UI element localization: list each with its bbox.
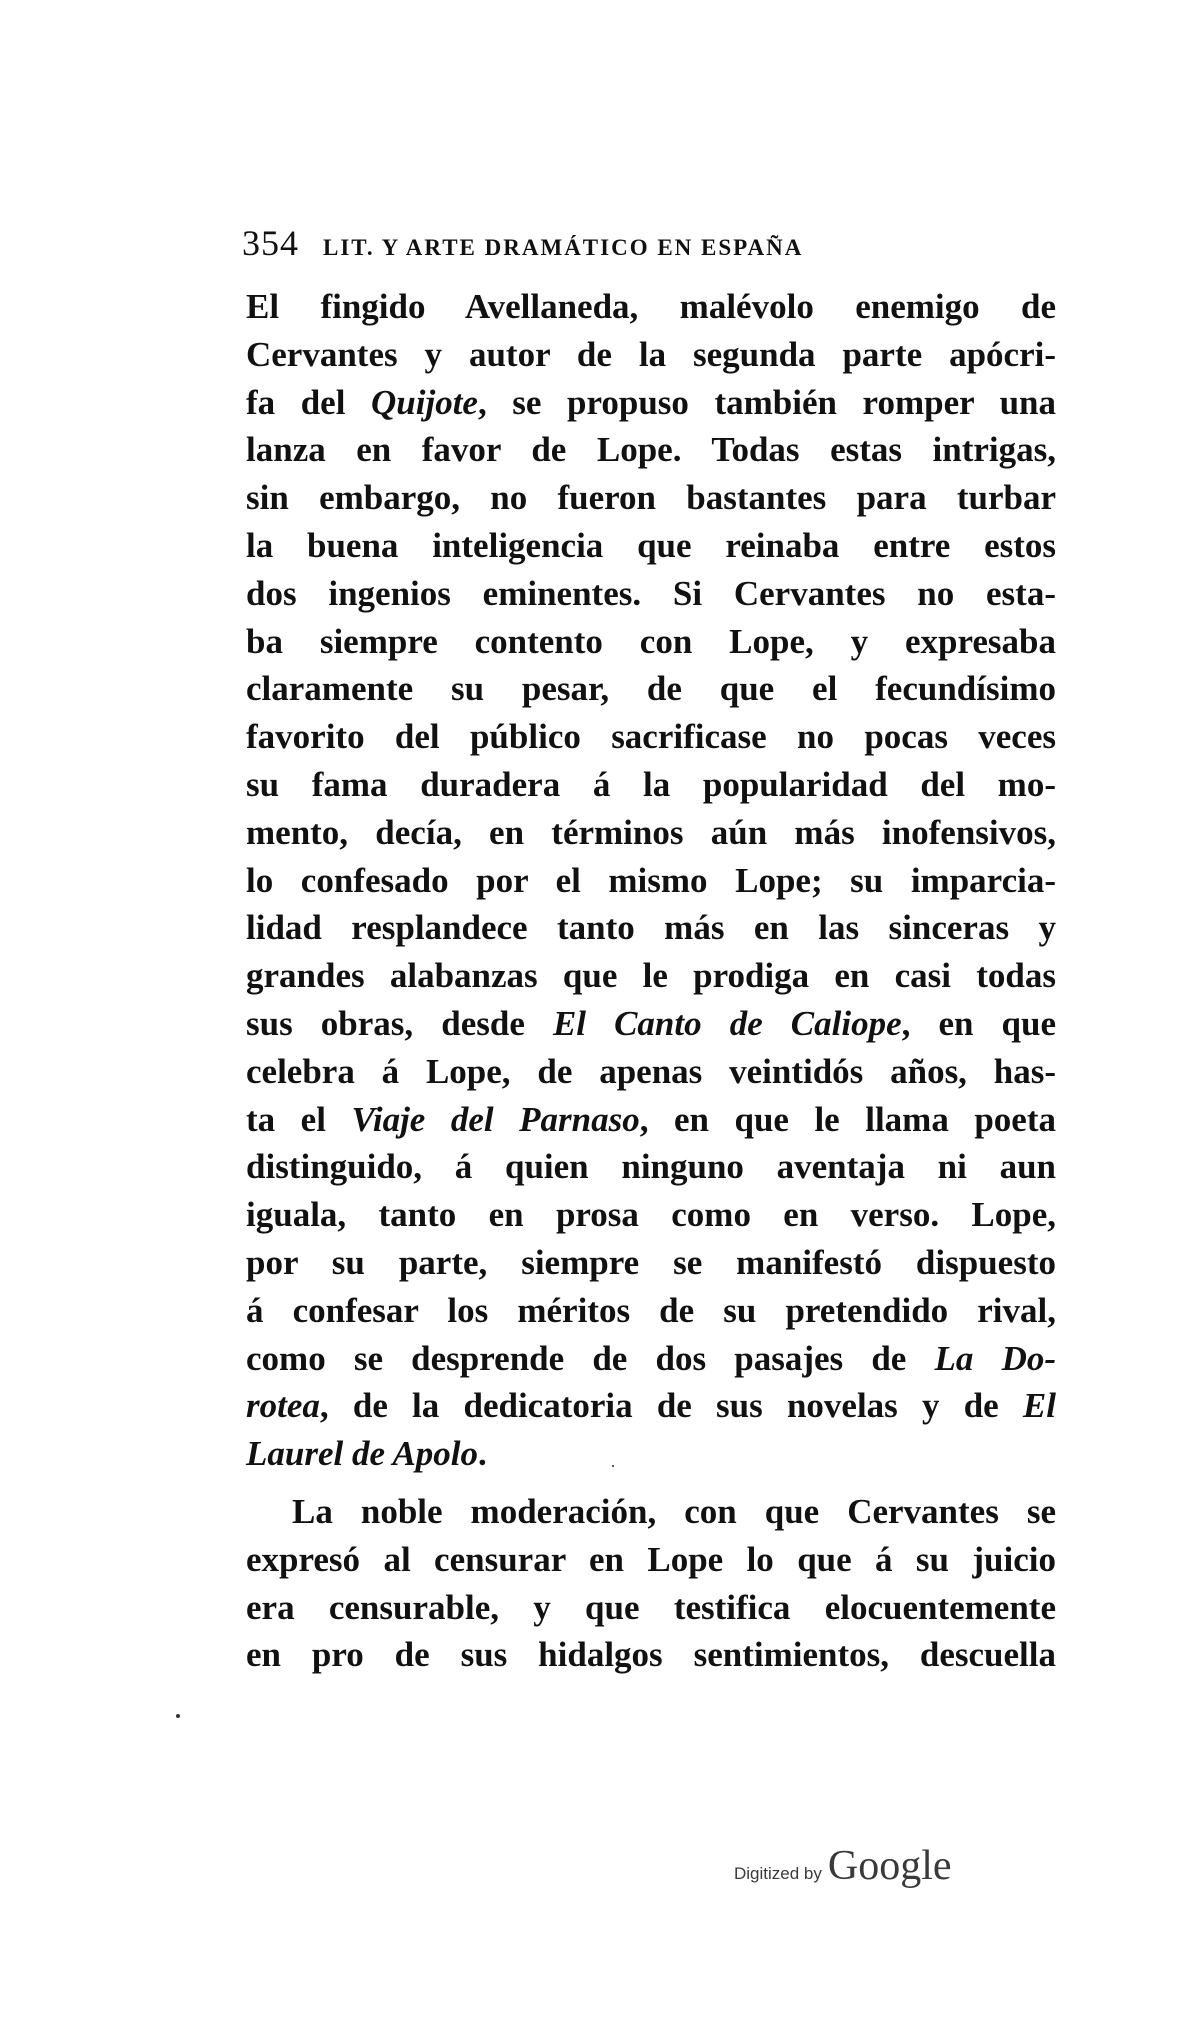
text-line: grandes alabanzas que le prodiga en casi todas — [246, 956, 1056, 996]
print-speck — [176, 1714, 180, 1718]
italic-title: Viaje del Parnaso — [351, 1099, 640, 1139]
body-text — [246, 283, 1056, 1679]
text-line: sus obras, desde El Canto de Caliope, en que — [246, 1003, 1057, 1043]
text-line: iguala, tanto en prosa como en verso. Lope, — [246, 1195, 1056, 1235]
running-title: LIT. Y ARTE DRAMÁTICO EN ESPAÑA — [323, 235, 804, 260]
text-line: mento, decía, en términos aún más inofensivos, — [246, 812, 1056, 852]
watermark-prefix: Digitized by — [734, 1864, 822, 1883]
text-line: celebra á Lope, de apenas veintidós años, has- — [246, 1051, 1056, 1091]
text-line: expresó al censurar en Lope lo que á su juicio — [246, 1539, 1056, 1579]
digitized-watermark — [734, 1842, 952, 1890]
text-line: claramente su pesar, de que el fecundísimo — [246, 669, 1056, 709]
italic-title: Laurel de Apolo — [246, 1434, 479, 1474]
italic-title: Quijote — [371, 382, 478, 422]
running-head — [242, 222, 1072, 264]
text-line: favorito del público sacrificase no pocas veces — [246, 717, 1056, 757]
google-logo: Google — [827, 1843, 952, 1889]
text-line: El fingido Avellaneda, malévolo enemigo de — [246, 287, 1056, 326]
print-speck — [612, 1465, 614, 1467]
text-line: como se desprende de dos pasajes de La Do- — [246, 1338, 1056, 1378]
text-line: lanza en favor de Lope. Todas estas intrigas, — [246, 430, 1056, 470]
italic-title: El Canto de Caliope — [552, 1003, 902, 1043]
italic-title: El — [1022, 1386, 1056, 1426]
text-line: lidad resplandece tanto más en las sinceras y — [246, 908, 1056, 948]
text-line: en pro de sus hidalgos sentimientos, descuella — [246, 1635, 1056, 1675]
paragraph-end-line: Laurel de Apolo. — [246, 1434, 487, 1474]
text-line: rotea, de la dedicatoria de sus novelas y de El — [246, 1386, 1056, 1426]
text-line: su fama duradera á la popularidad del mo- — [246, 764, 1056, 804]
paragraph-start-line: La noble moderación, con que Cervantes se — [292, 1491, 1056, 1531]
page-number: 354 — [242, 223, 299, 263]
text-line: lo confesado por el mismo Lope; su imparcia- — [246, 860, 1056, 900]
text-line: dos ingenios eminentes. Si Cervantes no esta- — [246, 573, 1056, 613]
text-line: distinguido, á quien ninguno aventaja ni aun — [246, 1147, 1056, 1187]
italic-title: La Do- — [934, 1338, 1056, 1378]
text-line: la buena inteligencia que reinaba entre estos — [246, 525, 1056, 565]
text-line: fa del Quijote, se propuso también romper una — [246, 382, 1056, 422]
text-line: Cervantes y autor de la segunda parte apócri- — [246, 334, 1056, 374]
text-line: era censurable, y que testifica elocuentemente — [246, 1587, 1056, 1627]
text-line: ta el Viaje del Parnaso, en que le llama poeta — [246, 1099, 1056, 1139]
italic-title: rotea — [246, 1386, 320, 1426]
text-line: ba siempre contento con Lope, y expresaba — [246, 621, 1056, 661]
text-line: á confesar los méritos de su pretendido rival, — [246, 1290, 1056, 1330]
text-line: por su parte, siempre se manifestó dispuesto — [246, 1242, 1056, 1282]
text-line: sin embargo, no fueron bastantes para turbar — [246, 478, 1056, 518]
